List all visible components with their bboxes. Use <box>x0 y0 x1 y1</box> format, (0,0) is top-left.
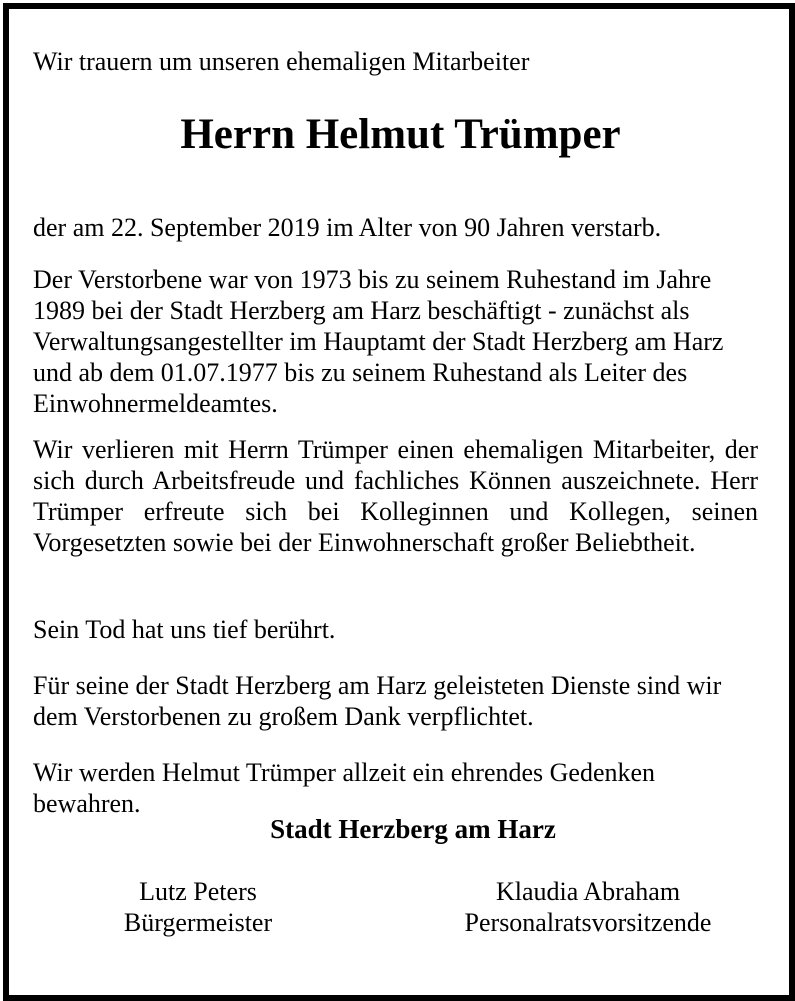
signer-name: Klaudia Abraham <box>495 877 681 906</box>
organization-name: Stadt Herzberg am Harz <box>270 814 556 844</box>
paragraph-career: Der Verstorbene war von 1973 bis zu seinem Ruhestand im Jahre 1989 bei der Stadt Herzberg am Harz beschäftigt - zunächst als Verwaltungsangestellter im Hauptamt der Stadt Herzberg am Harz und ab dem 01.07.1977 bis zu seinem Ruhestand als Leiter des Einwohnermeldeamtes. <box>33 265 724 418</box>
signer-council-chair <box>423 876 753 938</box>
obituary-notice <box>33 46 758 937</box>
signer-role: Bürgermeister <box>123 908 273 937</box>
death-line: der am 22. September 2019 im Alter von 90 Jahren verstarb. <box>33 213 662 242</box>
paragraph-remembrance: Wir werden Helmut Trümper allzeit ein ehrendes Gedenken bewahren. <box>33 758 656 818</box>
paragraph-thanks: Für seine der Stadt Herzberg am Harz geleisteten Dienste sind wir dem Verstorbenen zu großem Dank verpflichtet. <box>33 671 722 731</box>
deceased-name: Herrn Helmut Trümper <box>180 111 621 158</box>
intro-line: Wir trauern um unseren ehemaligen Mitarbeiter <box>33 47 530 76</box>
paragraph-grief: Sein Tod hat uns tief berührt. <box>33 615 336 644</box>
signer-name: Lutz Peters <box>139 877 257 906</box>
signer-role: Personalratsvorsitzende <box>464 908 712 937</box>
signer-mayor <box>93 876 303 938</box>
paragraph-tribute: Wir verlieren mit Herrn Trümper einen ehemaligen Mitarbeiter, der sich durch Arbeitsfreude und fachliches Können auszeichnete. Herr Trümper erfreute sich bei Kolleginnen und Kollegen, seinen Vorgesetzten sowie bei der Einwohnerschaft großer Beliebtheit. <box>33 435 758 557</box>
